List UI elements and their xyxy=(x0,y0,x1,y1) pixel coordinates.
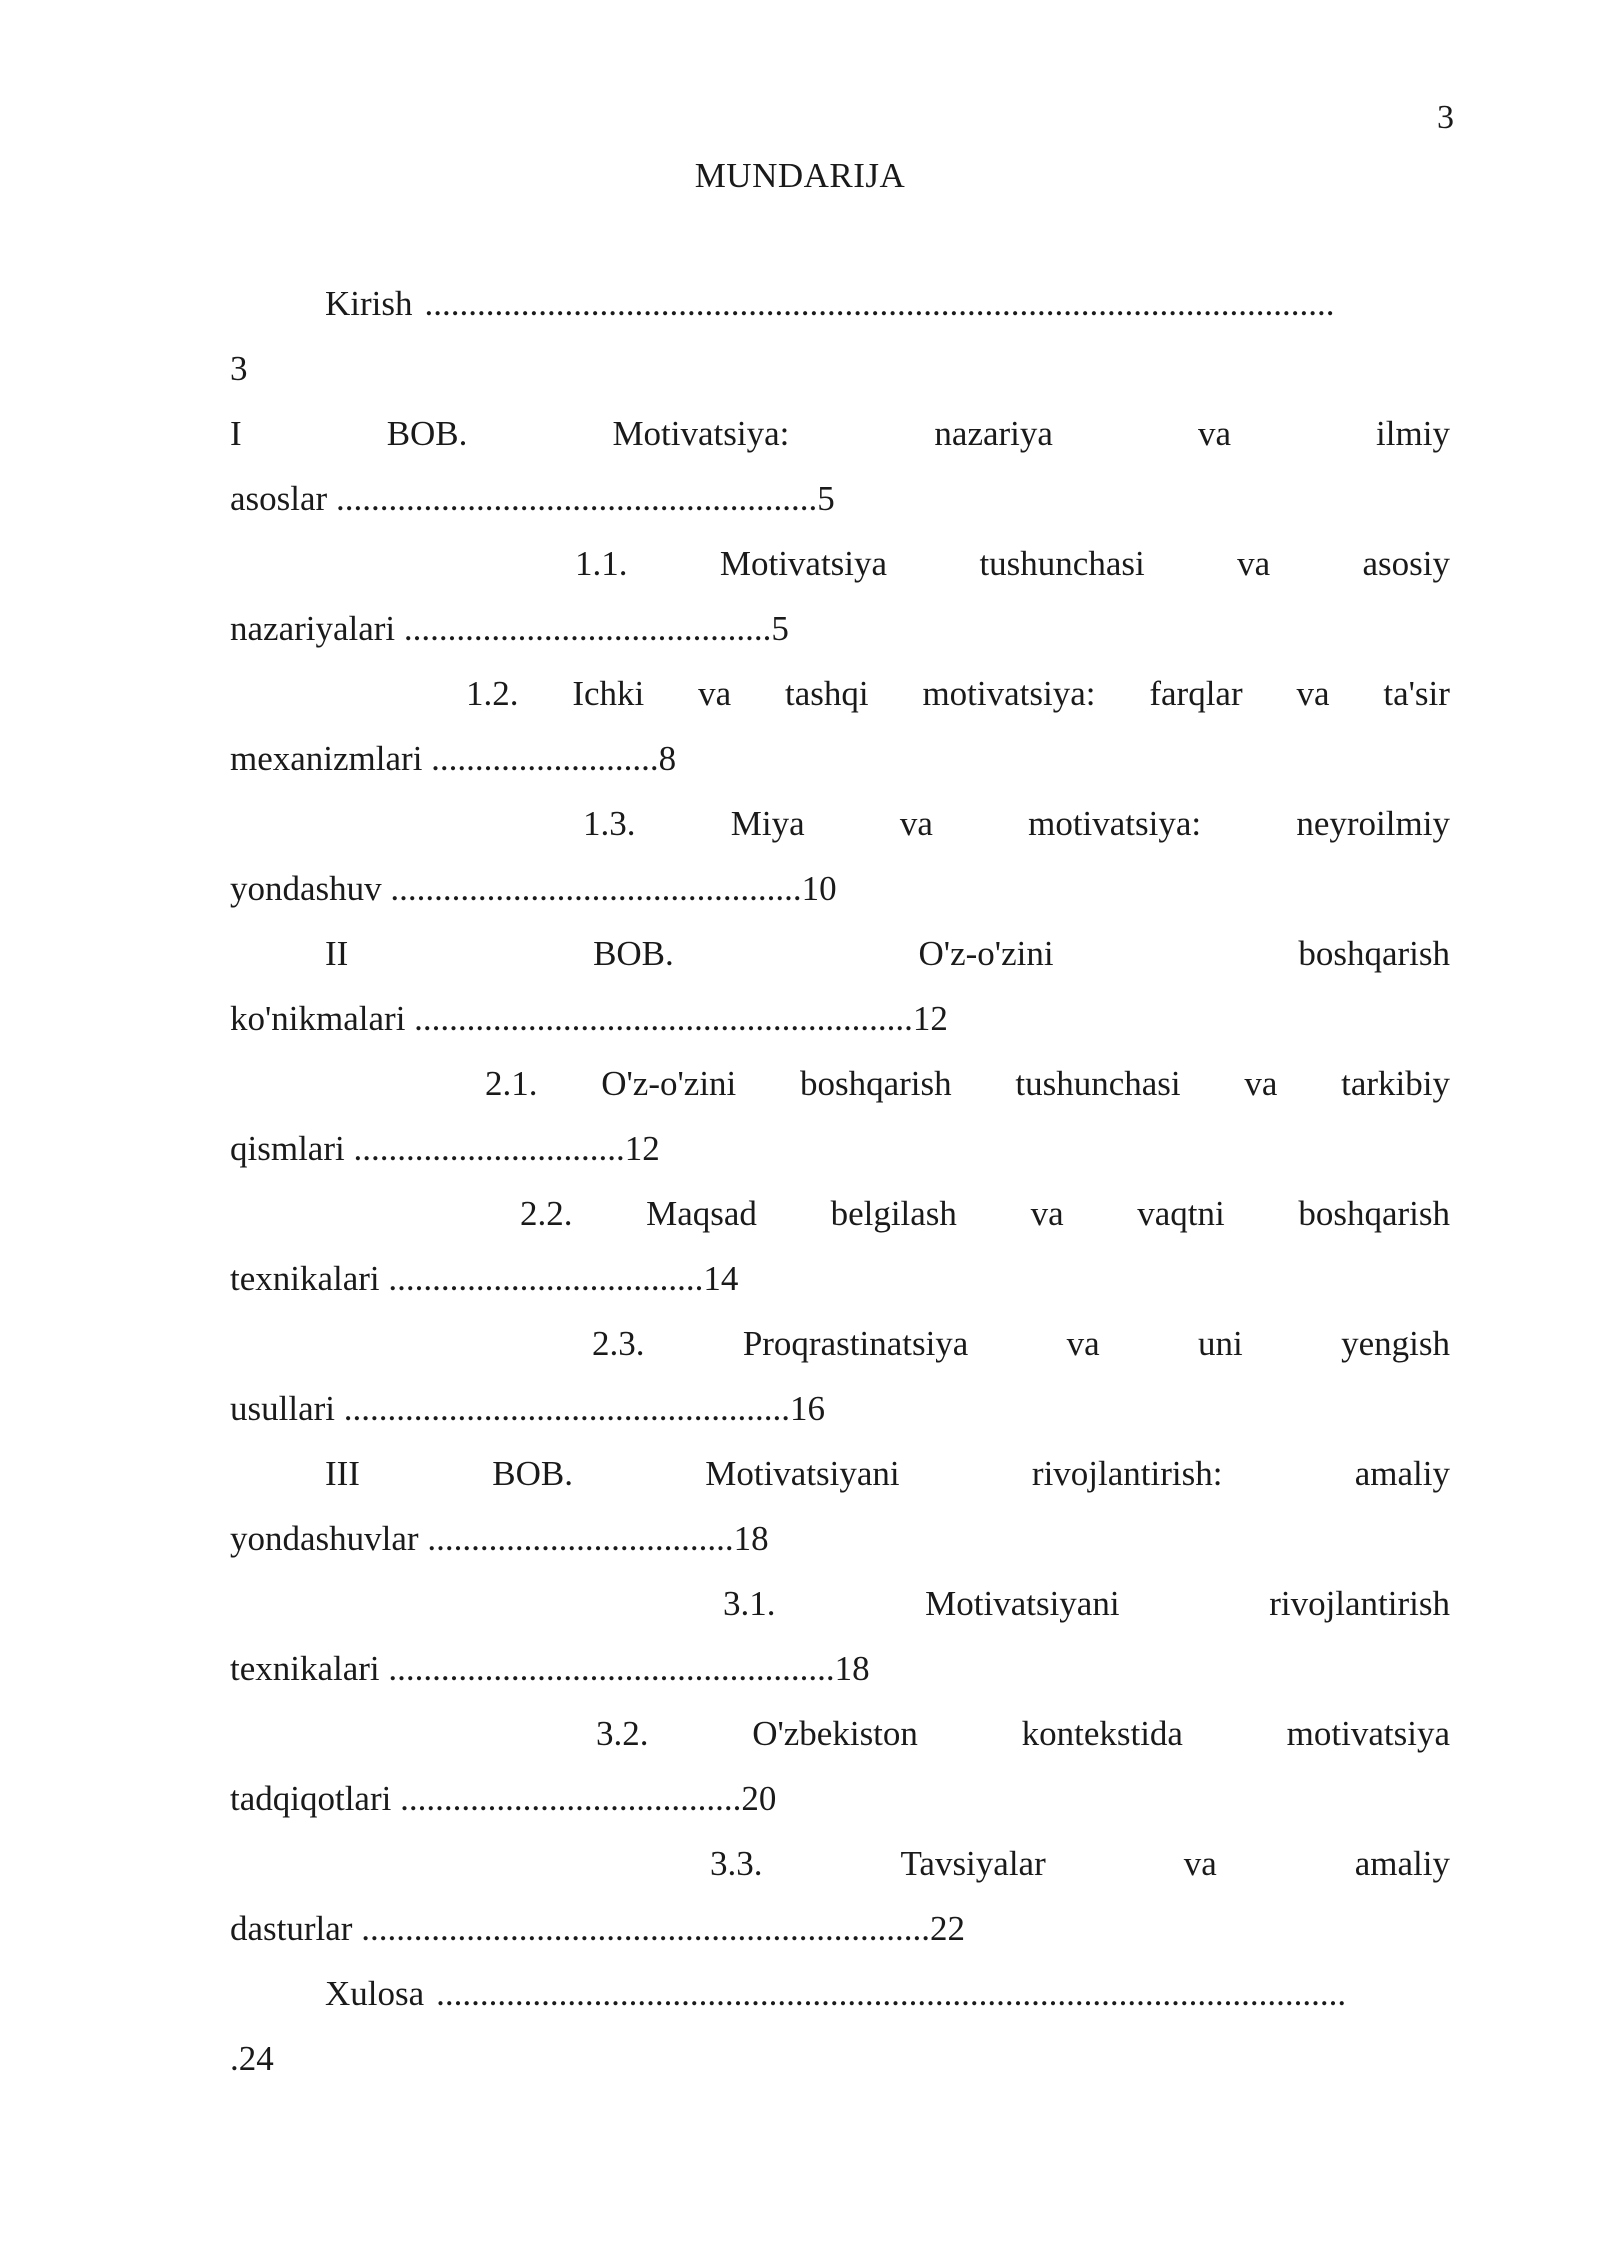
toc-entry-word: BOB. xyxy=(593,934,674,973)
toc-entry-line[interactable] xyxy=(325,284,1450,324)
toc-entry-word: Xulosa xyxy=(325,1974,425,2013)
toc-entry-word: 1.1. xyxy=(575,544,628,583)
toc-entry-word: tushunchasi xyxy=(979,544,1145,583)
toc-entry-word: va xyxy=(1030,1194,1064,1233)
toc-entry-word: amaliy xyxy=(1354,1454,1450,1493)
toc-entry-word: kontekstida xyxy=(1021,1714,1183,1753)
toc-entry-word: 2.1. xyxy=(485,1064,538,1103)
toc-entry-word: farqlar xyxy=(1149,674,1243,713)
toc-entry-word: ta'sir xyxy=(1383,674,1450,713)
toc-entry-line[interactable] xyxy=(710,1844,1450,1884)
toc-entry-word: II xyxy=(325,934,349,973)
toc-entry-line[interactable] xyxy=(325,1454,1450,1494)
toc-entry-line[interactable] xyxy=(575,544,1450,584)
toc-entry-word: va xyxy=(698,674,732,713)
toc-entry-word: va xyxy=(1244,1064,1278,1103)
toc-entry-continuation: yondashuvlar ...................................18 xyxy=(230,1519,769,1558)
toc-entry-word: 3.2. xyxy=(596,1714,649,1753)
toc-entry-word: va xyxy=(1296,674,1330,713)
toc-entry-continuation: mexanizmlari ..........................8 xyxy=(230,739,677,778)
toc-entry-word: Tavsiyalar xyxy=(900,1844,1046,1883)
toc-entry-word: Motivatsiya xyxy=(719,544,888,583)
toc-entry-line[interactable] xyxy=(485,1064,1450,1104)
toc-entry-word: motivatsiya: xyxy=(1028,804,1202,843)
page-number: 3 xyxy=(1437,99,1454,136)
toc-entry-word: Motivatsiya: xyxy=(612,414,790,453)
toc-entry-word: boshqarish xyxy=(1298,934,1450,973)
toc-entry-line[interactable] xyxy=(466,674,1450,714)
toc-entry-word: O'z-o'zini xyxy=(601,1064,737,1103)
toc-entry-word: va xyxy=(1066,1324,1100,1363)
toc-entry-line[interactable] xyxy=(325,934,1450,974)
toc-entry-continuation: yondashuv ...............................................10 xyxy=(230,869,837,908)
toc-entry-continuation: texnikalari ....................................14 xyxy=(230,1259,739,1298)
toc-entry-word: asosiy xyxy=(1362,544,1450,583)
toc-entry-word: vaqtni xyxy=(1137,1194,1225,1233)
toc-entry-word: Motivatsiyani xyxy=(705,1454,900,1493)
toc-entry-word: Motivatsiyani xyxy=(925,1584,1120,1623)
toc-entry-word: O'z-o'zini xyxy=(918,934,1054,973)
toc-entry-continuation: .24 xyxy=(230,2039,274,2078)
toc-entry-word: 2.2. xyxy=(520,1194,573,1233)
toc-entry-word: rivojlantirish: xyxy=(1031,1454,1223,1493)
toc-entry-word: 3.3. xyxy=(710,1844,763,1883)
toc-entry-word: tarkibiy xyxy=(1341,1064,1450,1103)
toc-entry-word: tashqi xyxy=(785,674,869,713)
toc-entry-word: uni xyxy=(1198,1324,1243,1363)
toc-entry-word: va xyxy=(1237,544,1271,583)
toc-entry-word: 2.3. xyxy=(592,1324,645,1363)
toc-entry-word: ilmiy xyxy=(1376,414,1450,453)
toc-entry-line[interactable] xyxy=(592,1324,1450,1364)
toc-entry-word: I xyxy=(230,414,242,453)
toc-entry-word: boshqarish xyxy=(800,1064,952,1103)
toc-entry-continuation: asoslar .......................................................5 xyxy=(230,479,835,518)
toc-entry-continuation: texnikalari ...................................................18 xyxy=(230,1649,870,1688)
toc-entry-word: motivatsiya xyxy=(1286,1714,1450,1753)
toc-entry-continuation: nazariyalari ..........................................5 xyxy=(230,609,789,648)
toc-entry-word: III xyxy=(325,1454,360,1493)
toc-entry-line[interactable] xyxy=(325,1974,1450,2014)
toc-entry-word: boshqarish xyxy=(1298,1194,1450,1233)
toc-entry-continuation: 3 xyxy=(230,349,248,388)
toc-entry-word: tushunchasi xyxy=(1015,1064,1181,1103)
toc-entry-word: Ichki xyxy=(572,674,645,713)
toc-entry-word: 3.1. xyxy=(723,1584,776,1623)
toc-entry-line[interactable] xyxy=(230,414,1450,454)
toc-entry-word: Kirish xyxy=(325,284,413,323)
toc-entry-word: Maqsad xyxy=(646,1194,757,1233)
page-title: MUNDARIJA xyxy=(694,156,906,195)
toc-entry-word: nazariya xyxy=(934,414,1053,453)
toc-entry-line[interactable] xyxy=(520,1194,1450,1234)
toc-entry-word: yengish xyxy=(1341,1324,1450,1363)
toc-entry-continuation: dasturlar .................................................................22 xyxy=(230,1909,965,1948)
toc-entry-word: Miya xyxy=(730,804,805,843)
toc-entry-word: rivojlantirish xyxy=(1269,1584,1450,1623)
toc-entry-word: belgilash xyxy=(830,1194,957,1233)
toc-entry-continuation: tadqiqotlari .......................................20 xyxy=(230,1779,777,1818)
toc-leader-dots: ........................................................................................................ xyxy=(436,1974,1347,2013)
toc-leader-dots: ........................................................................................................ xyxy=(424,284,1335,323)
toc-entry-word: Proqrastinatsiya xyxy=(742,1324,969,1363)
toc-entry-line[interactable] xyxy=(723,1584,1450,1624)
toc-entry-word: 1.2. xyxy=(466,674,519,713)
toc-entry-word: va xyxy=(899,804,933,843)
toc-entry-line[interactable] xyxy=(583,804,1450,844)
toc-entry-line[interactable] xyxy=(596,1714,1450,1754)
toc-entry-continuation: ko'nikmalari .........................................................12 xyxy=(230,999,948,1038)
toc-entry-word: va xyxy=(1183,1844,1217,1883)
toc-entry-continuation: qismlari ...............................12 xyxy=(230,1129,660,1168)
toc-entry-continuation: usullari ...................................................16 xyxy=(230,1389,825,1428)
toc-entry-word: neyroilmiy xyxy=(1296,804,1450,843)
toc-entry-word: amaliy xyxy=(1354,1844,1450,1883)
toc-entry-word: O'zbekiston xyxy=(752,1714,918,1753)
toc-entry-word: motivatsiya: xyxy=(922,674,1096,713)
toc-entry-word: 1.3. xyxy=(583,804,636,843)
toc-entry-word: BOB. xyxy=(386,414,468,453)
toc-entry-word: va xyxy=(1197,414,1232,453)
toc-entry-word: BOB. xyxy=(492,1454,573,1493)
